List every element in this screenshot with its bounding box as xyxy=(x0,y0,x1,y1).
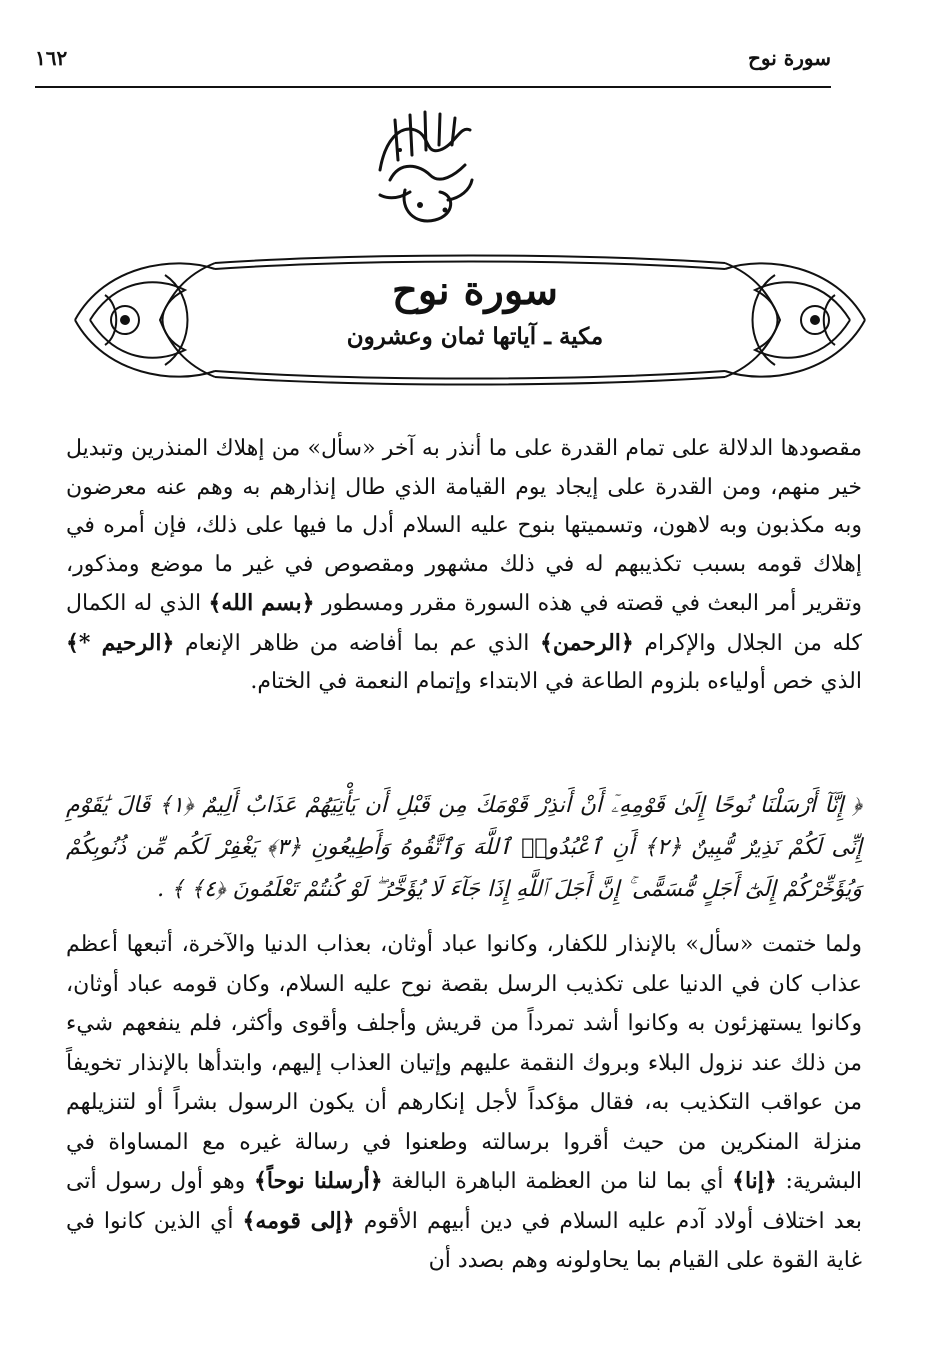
quran-verses xyxy=(66,785,862,911)
running-title: سورة نوح xyxy=(748,46,831,70)
body-text-1: ولما ختمت «سأل» بالإنذار للكفار، وكانوا عباد أوثان، بعذاب الدنيا والآخرة، أتبعها أعظم عذاب كان في الدنيا على تكذيب الرسل بقصة نوح عليه السلام، وكان قومه عباد أوثان، وكانوا يستهزئون به وكانوا أشد تمرداً من قريش وأجلف وأقوى وأكثر، فلم ينفعهم شيء من ذلك عند نزول البلاء وبروك النقمة عليهم وإتيان العذاب إليهم، وابتدأها بالإنذار تخويفاً من عواقب التكذيب به، فقال مؤكداً لأجل إنكارهم أن يكون الرسول بشراً أو لتنزيلهم منزلة المنكرين من حيث أقروا برسالته وطعنوا في رسالة غيره مع المساواة في البشرية: xyxy=(66,932,863,1194)
intro-bold-1: ﴿بسم الله﴾ xyxy=(208,590,315,616)
basmala-calligraphy xyxy=(360,100,490,235)
body-bold-2: ﴿أرسلنا نوحاً﴾ xyxy=(253,1168,383,1194)
intro-bold-3: ﴿الرحيم *﴾ xyxy=(66,629,175,656)
intro-paragraph xyxy=(66,430,862,702)
verses-text: ﴿ إِنَّآ أَرْسَلْنَا نُوحًا إِلَىٰ قَوْمِهِۦٓ أَنْ أَنذِرْ قَوْمَكَ مِن قَبْلِ أَن يَأْتِيَهُمْ عَذَابٌ أَلِيمٌ ﴿١﴾ قَالَ يَٰقَوْمِ إِنِّى لَكُمْ نَذِيرٌ مُّبِينٌ ﴿٢﴾ أَنِ ٱعْبُدُوا۟ ٱللَّهَ وَٱتَّقُوهُ وَأَطِيعُونِ ﴿٣﴾ يَغْفِرْ لَكُم مِّن ذُنُوبِكُمْ وَيُؤَخِّرْكُمْ إِلَىٰٓ أَجَلٍ مُّسَمًّى ۚ إِنَّ أَجَلَ ٱللَّهِ إِذَا جَآءَ لَا يُؤَخَّرُ ۖ لَوْ كُنتُمْ تَعْلَمُونَ ﴿٤﴾ ﴾ . xyxy=(66,793,863,902)
body-bold-3: ﴿إلى قومه﴾ xyxy=(242,1207,355,1234)
body-text-3: وهو أول رسول أتى بعد اختلاف أولاد آدم عليه السلام في دين أبيهم الأقوم xyxy=(66,1169,862,1234)
body-text-2: أي بما لنا من العظمة الباهرة البالغة xyxy=(382,1169,733,1194)
surah-title: سورة نوح xyxy=(392,267,558,314)
body-bold-1: ﴿إنا﴾ xyxy=(732,1168,777,1194)
intro-text-4: الذي خص أولياءه بلزوم الطاعة في الابتداء وإتمام النعمة في الختام. xyxy=(250,669,862,694)
body-text-4: أي الذين كانوا في غاية القوة على القيام بما يحاولونه وهم بصدد أن xyxy=(66,1208,862,1273)
intro-bold-2: ﴿الرحمن﴾ xyxy=(540,629,634,656)
commentary-paragraph xyxy=(66,925,862,1281)
title-frame xyxy=(65,245,875,395)
intro-text-3: الذي عم بما أفاضه من ظاهر الإنعام xyxy=(174,630,540,656)
page-header xyxy=(35,40,831,76)
surah-subtitle: مكية ـ آياتها ثمان وعشرون xyxy=(346,323,604,350)
header-rule xyxy=(35,86,831,88)
intro-text-1: مقصودها الدلالة على تمام القدرة على ما أنذر به آخر «سأل» من إهلاك المنذرين وتبديل خير منهم، ومن القدرة على إيجاد يوم القيامة الذي طال إنذارهم به وهم عنه معرضون وبه مكذبون وبه لاهون، وتسميتها بنوح عليه السلام أدل ما فيها على ذلك، فإن أمره في إهلاك قومه بسبب تكذيبهم له في ذلك مشهور ومقصوص في غير ما موضع ومذكور، وتقرير أمر البعث في قصته في هذه السورة مقرر ومسطور xyxy=(66,436,863,616)
intro-text-2: الذي له الكمال كله من الجلال والإكرام xyxy=(66,591,863,656)
page-number: ١٦٢ xyxy=(35,46,68,70)
